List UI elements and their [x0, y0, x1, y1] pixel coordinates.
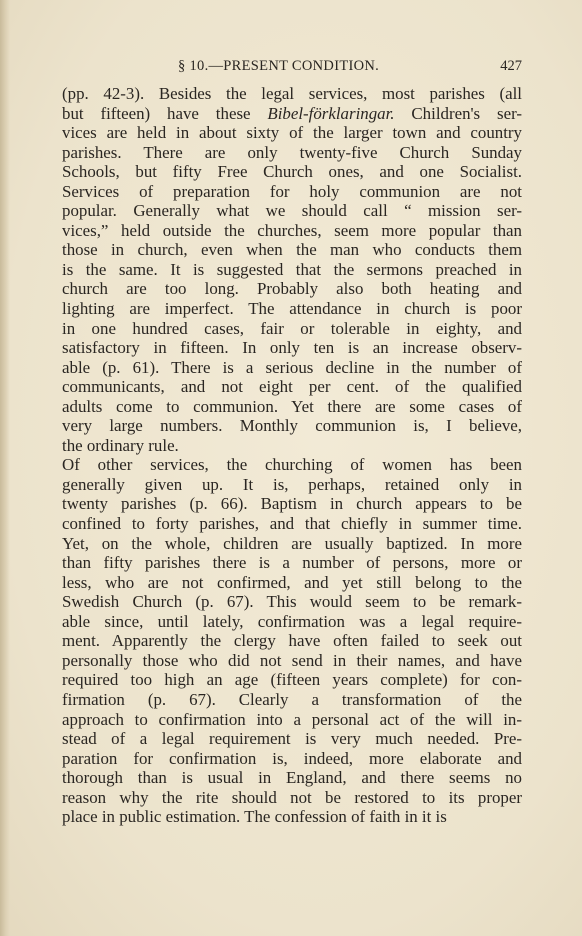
text-line: (pp. 42-3). Besides the legal services, most parishes (all	[62, 84, 522, 103]
text-line: those in church, even when the man who conducts them	[62, 240, 522, 260]
text-line: satisfactory in fifteen. In only ten is an increase observ-	[62, 338, 522, 358]
text-line: the ordinary rule.	[62, 435, 179, 455]
text-line: Schools, but fifty Free Church ones, and one Socialist.	[62, 162, 522, 182]
text-line: Of other services, the churching of women has been	[62, 455, 522, 475]
text-line: personally those who did not send in their names, and have	[62, 650, 522, 670]
text-line: thorough than is usual in England, and there seems no	[62, 768, 522, 788]
text-line: but fifteen) have these Bibel-förklaringar. Children's ser-	[62, 103, 522, 123]
text-line: reason why the rite should not be restored to its proper	[62, 787, 522, 807]
text-line: Swedish Church (p. 67). This would seem to be remark-	[62, 592, 522, 612]
text-line: able (p. 61). There is a serious decline in the number of	[62, 357, 522, 377]
text-line: ment. Apparently the clergy have often failed to seek out	[62, 631, 522, 651]
text-line: popular. Generally what we should call “ mission ser-	[62, 201, 522, 221]
text-line: Yet, on the whole, children are usually baptized. In more	[62, 533, 522, 553]
text-line: stead of a legal requirement is very much needed. Pre-	[62, 729, 522, 749]
text-line: vices,” held outside the churches, seem more popular than	[62, 220, 522, 240]
text-line: required too high an age (fifteen years complete) for con-	[62, 670, 522, 690]
page-gutter	[0, 0, 10, 936]
text-line: than fifty parishes there is a number of persons, more or	[62, 553, 522, 573]
text-line: confined to forty parishes, and that chiefly in summer time.	[62, 514, 522, 534]
page-number: 427	[500, 58, 522, 74]
page-header	[62, 58, 522, 80]
text-line: able since, until lately, confirmation was a legal require-	[62, 611, 522, 631]
text-line: paration for confirmation is, indeed, more elaborate and	[62, 748, 522, 768]
text-line: less, who are not confirmed, and yet still belong to the	[62, 572, 522, 592]
text-line: parishes. There are only twenty-five Church Sunday	[62, 142, 522, 162]
text-line: approach to confirmation into a personal act of the will in-	[62, 709, 522, 729]
text-line: place in public estimation. The confession of faith in it is	[62, 807, 447, 827]
text-line: adults come to communion. Yet there are some cases of	[62, 396, 522, 416]
text-line: communicants, and not eight per cent. of the qualified	[62, 377, 522, 397]
text-line: lighting are imperfect. The attendance in church is poor	[62, 299, 522, 319]
text-line: firmation (p. 67). Clearly a transformation of the	[62, 689, 522, 709]
text-line: twenty parishes (p. 66). Baptism in church appears to be	[62, 494, 522, 514]
text-line: is the same. It is suggested that the sermons preached in	[62, 259, 522, 279]
paragraph-1	[62, 84, 522, 455]
text-line: church are too long. Probably also both heating and	[62, 279, 522, 299]
text-line: very large numbers. Monthly communion is, I believe,	[62, 416, 522, 436]
italic-term: Bibel-förklaringar.	[267, 103, 395, 123]
body-text	[62, 84, 522, 827]
text-line: vices are held in about sixty of the larger town and country	[62, 123, 522, 143]
paragraph-2	[62, 455, 522, 826]
text-line: in one hundred cases, fair or tolerable in eighty, and	[62, 318, 522, 338]
text-line: generally given up. It is, perhaps, retained only in	[62, 474, 522, 494]
text-line: Services of preparation for holy communion are not	[62, 181, 522, 201]
running-head: § 10.—PRESENT CONDITION.	[178, 58, 380, 74]
